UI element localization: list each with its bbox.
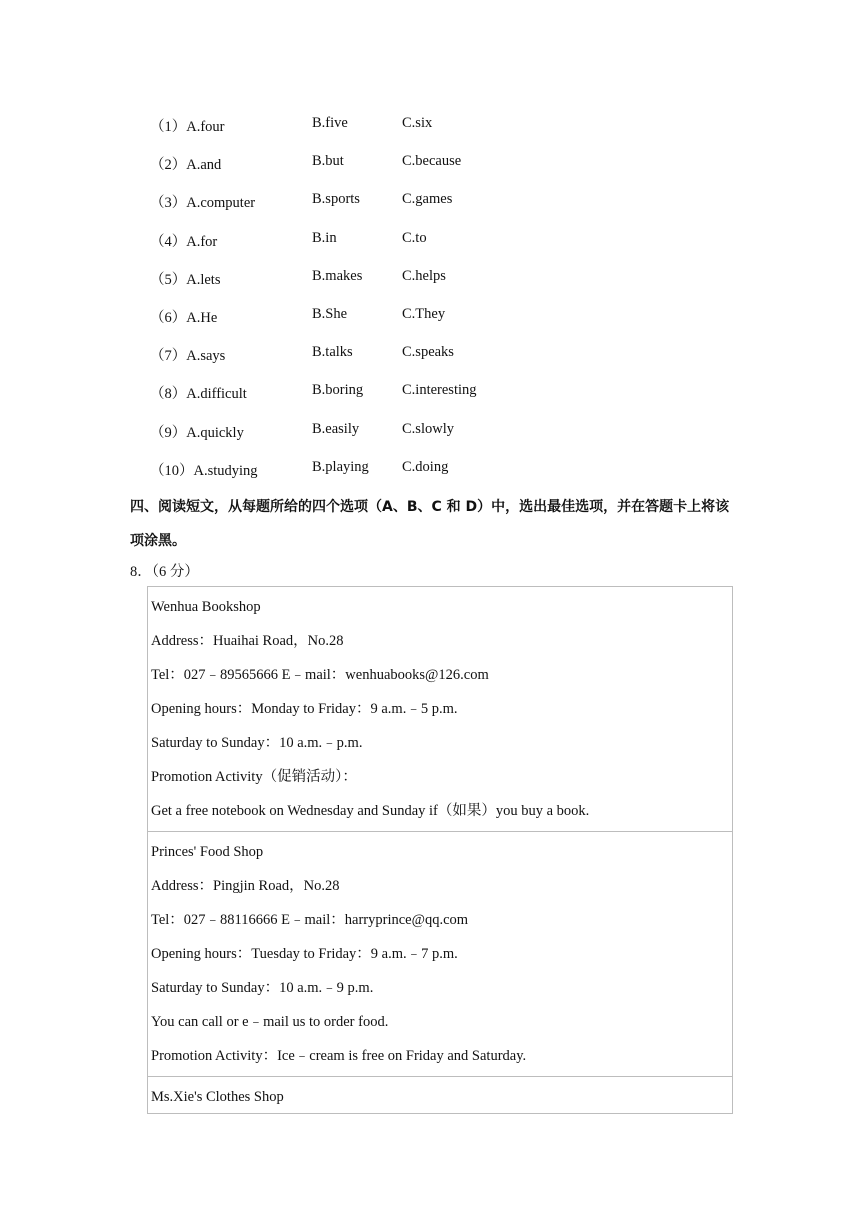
table-row [148, 832, 733, 1077]
shop-hours-weekend: Saturday to Sunday：10 a.m.﹣p.m. [151, 735, 363, 751]
option-a [150, 421, 244, 442]
option-c: C.interesting [402, 382, 477, 399]
option-number: （3） [150, 195, 187, 212]
shop-cell-food-shop [148, 832, 733, 1077]
option-a [150, 306, 217, 327]
option-number: （10） [150, 462, 194, 479]
option-number: （5） [150, 271, 187, 288]
option-b: B.playing [312, 458, 369, 475]
option-a-text: A.four [186, 119, 225, 135]
option-b: B.She [312, 305, 348, 322]
shop-hours-weekday: Opening hours：Tuesday to Friday：9 a.m.﹣7 p.m. [151, 946, 458, 962]
shop-contact: Tel：027﹣88116666 E﹣mail：harryprince@qq.com [151, 912, 469, 928]
option-b: B.in [312, 229, 337, 246]
option-a [150, 115, 225, 136]
option-a-text: A.says [186, 348, 226, 365]
shop-hours-weekday: Opening hours：Monday to Friday：9 a.m.﹣5 p.m. [151, 701, 458, 717]
shop-promotion: Promotion Activity：Ice﹣cream is free on Friday and Saturday. [151, 1048, 527, 1064]
option-number: （1） [150, 119, 187, 135]
shop-name: Wenhua Bookshop [151, 599, 261, 615]
option-a-text: A.He [186, 309, 218, 326]
option-number: （7） [150, 348, 187, 365]
option-c: C.six [402, 115, 433, 131]
shop-cell-bookshop [148, 587, 733, 832]
shop-address: Address：Pingjin Road，No.28 [151, 878, 340, 894]
shop-name: Ms.Xie's Clothes Shop [151, 1089, 284, 1105]
option-a [150, 382, 247, 403]
table-row [148, 587, 733, 832]
shop-promotion: Get a free notebook on Wednesday and Sunday if（如果）you buy a book. [151, 803, 590, 819]
option-number: （9） [150, 424, 187, 441]
option-b: B.easily [312, 420, 360, 437]
option-number: （6） [150, 309, 187, 326]
shop-hours-weekend: Saturday to Sunday：10 a.m.﹣9 p.m. [151, 980, 374, 996]
option-number: （2） [150, 157, 187, 174]
option-c: C.speaks [402, 344, 454, 361]
section-heading: 四、阅读短文，从每题所给的四个选项（A、B、C 和 D）中，选出最佳选项，并在答题卡上将该项涂黑。 [130, 499, 730, 549]
option-a-text: A.for [186, 233, 218, 250]
option-c: C.because [402, 153, 462, 170]
shop-cell-clothes-shop [148, 1077, 733, 1114]
option-c: C.helps [402, 267, 446, 284]
option-a [150, 459, 258, 480]
option-c: C.slowly [402, 420, 454, 437]
table-row [148, 1077, 733, 1114]
option-b: B.but [312, 153, 344, 170]
option-a [150, 191, 255, 212]
option-b: B.sports [312, 191, 360, 208]
option-b: B.makes [312, 267, 363, 284]
option-a [150, 344, 225, 365]
option-a [150, 268, 220, 289]
option-a [150, 230, 217, 251]
option-c: C.to [402, 229, 427, 246]
shop-info-table [147, 586, 733, 1114]
option-c: C.They [402, 305, 446, 322]
option-number: （4） [150, 233, 187, 250]
option-a-text: A.and [186, 157, 222, 174]
option-a-text: A.computer [186, 195, 256, 212]
option-b: B.boring [312, 382, 364, 399]
option-a-text: A.lets [186, 271, 221, 288]
shop-promotion-label: Promotion Activity（促销活动）： [151, 769, 357, 785]
option-a-text: A.quickly [186, 424, 244, 441]
shop-order-note: You can call or e﹣mail us to order food. [151, 1014, 389, 1030]
option-c: C.doing [402, 458, 449, 475]
option-a-text: A.studying [193, 462, 258, 479]
shop-name: Princes' Food Shop [151, 844, 264, 860]
option-c: C.games [402, 191, 453, 208]
question-number: 8．（6 分） [130, 564, 199, 580]
option-b: B.five [312, 115, 348, 131]
shop-contact: Tel：027﹣89565666 E﹣mail：wenhuabooks@126.com [151, 667, 489, 683]
option-number: （8） [150, 386, 187, 403]
option-a-text: A.difficult [186, 386, 247, 403]
option-a [150, 153, 221, 174]
shop-address: Address：Huaihai Road，No.28 [151, 633, 344, 649]
option-b: B.talks [312, 344, 353, 361]
